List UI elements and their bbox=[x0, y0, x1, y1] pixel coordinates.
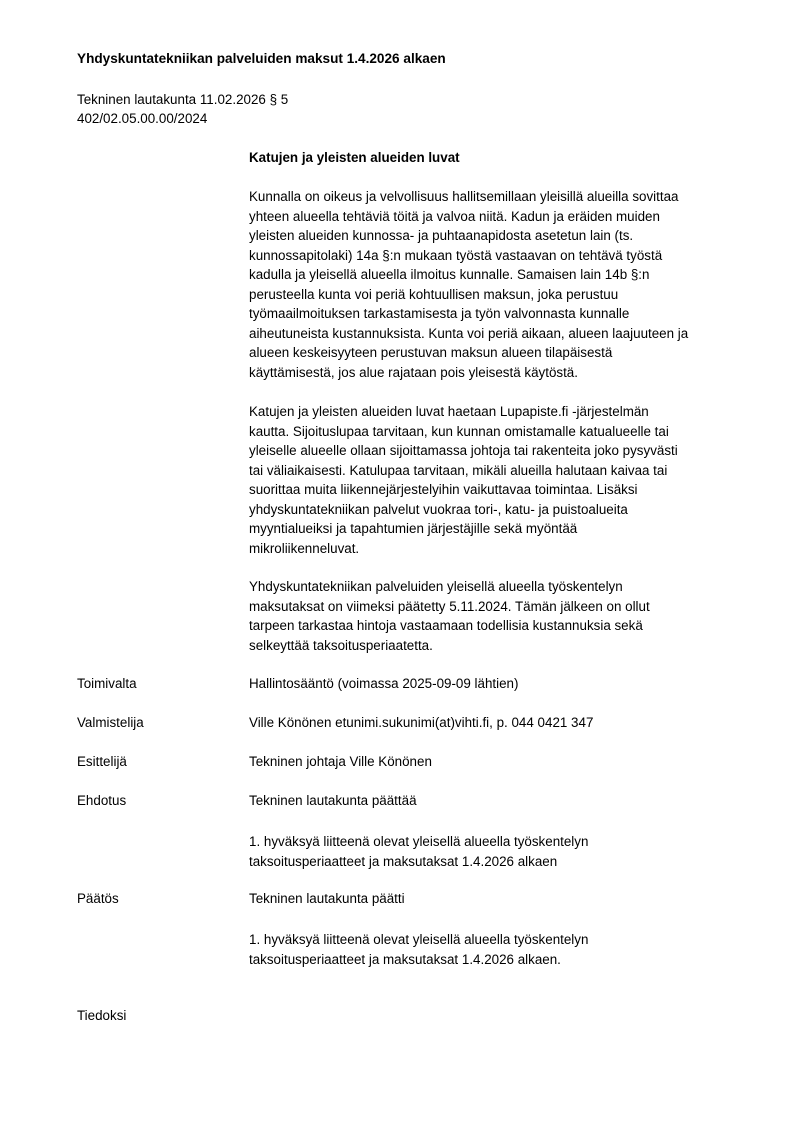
ehdotus-label: Ehdotus bbox=[77, 793, 127, 808]
paragraph-3 bbox=[249, 577, 749, 655]
paragraph-2 bbox=[249, 402, 749, 558]
valmistelija-label: Valmistelija bbox=[77, 715, 144, 730]
text-line: 1. hyväksyä liitteenä olevat yleisellä alueella työskentelyn bbox=[249, 834, 589, 849]
tiedoksi-label: Tiedoksi bbox=[77, 1008, 127, 1023]
valmistelija-value: Ville Könönen etunimi.sukunimi(at)vihti.fi, p. 044 0421 347 bbox=[249, 715, 594, 730]
record-number: 402/02.05.00.00/2024 bbox=[77, 111, 208, 126]
toimivalta-label: Toimivalta bbox=[77, 676, 137, 691]
toimivalta-value: Hallintosääntö (voimassa 2025-09-09 lähtien) bbox=[249, 676, 519, 691]
text-line: tarpeen tarkastaa hintoja vastaamaan todellisia kustannuksia sekä bbox=[249, 618, 643, 633]
text-line: taksoitusperiaatteet ja maksutaksat 1.4.2026 alkaen. bbox=[249, 951, 561, 967]
meeting-reference: Tekninen lautakunta 11.02.2026 § 5 bbox=[77, 92, 289, 107]
text-line: alueen keskeisyyteen perustuvan maksun alueen tilapäisestä bbox=[249, 345, 613, 360]
meeting-info bbox=[77, 90, 288, 128]
paragraph-1 bbox=[249, 187, 749, 382]
text-line: tai väliaikaisesti. Katulupaa tarvitaan, mikäli alueilla halutaan kaivaa tai bbox=[249, 462, 668, 478]
text-line: aiheutuneista kustannuksista. Kunta voi periä aikaan, alueen laajuuteen ja bbox=[249, 325, 689, 341]
paatos-item bbox=[249, 930, 749, 969]
text-line: yleiselle alueelle ollaan sijoittamassa johtoja tai rakenteita joko pysyvästi bbox=[249, 443, 678, 458]
text-line: Yhdyskuntatekniikan palveluiden yleisellä alueella työskentelyn bbox=[249, 579, 623, 594]
text-line: käyttämisestä, jos alue rajataan pois yleisestä käytöstä. bbox=[249, 364, 578, 380]
esittelija-value: Tekninen johtaja Ville Könönen bbox=[249, 754, 432, 769]
text-line: yhteen alueella tehtäviä töitä ja valvoa niitä. Kadun ja eräiden muiden bbox=[249, 208, 660, 224]
text-line: selkeyttää taksoitusperiaatetta. bbox=[249, 637, 433, 653]
ehdotus-value: Tekninen lautakunta päättää bbox=[249, 793, 417, 808]
text-line: Katujen ja yleisten alueiden luvat haetaan Lupapiste.fi -järjestelmän bbox=[249, 404, 649, 419]
text-line: kunnossapitolaki) 14a §:n mukaan työstä vastaavan on tehtävä työstä bbox=[249, 247, 663, 263]
text-line: myyntialueiksi ja tapahtumien järjestäjille sekä myöntää bbox=[249, 521, 578, 536]
text-line: yleisten alueiden kunnossa- ja puhtaanapidosta asetetun lain (ts. bbox=[249, 228, 634, 243]
text-line: perusteella kunta voi periä kohtuullisen maksun, joka perustuu bbox=[249, 286, 619, 302]
text-line: mikroliikenneluvat. bbox=[249, 540, 360, 556]
text-line: kadulla ja yleisellä alueella ilmoitus kunnalle. Samaisen lain 14b §:n bbox=[249, 267, 650, 282]
section-heading: Katujen ja yleisten alueiden luvat bbox=[249, 150, 460, 165]
text-line: työmaailmoituksen tarkastamisesta ja työn valvonnasta kunnalle bbox=[249, 306, 630, 321]
text-line: suorittaa muita liikennejärjestelyihin vaikuttavaa toimintaa. Lisäksi bbox=[249, 482, 638, 497]
text-line: 1. hyväksyä liitteenä olevat yleisellä alueella työskentelyn bbox=[249, 932, 589, 947]
text-line: yhdyskuntatekniikan palvelut vuokraa tori-, katu- ja puistoalueita bbox=[249, 501, 628, 517]
ehdotus-item bbox=[249, 832, 749, 871]
paatos-value: Tekninen lautakunta päätti bbox=[249, 891, 405, 906]
text-line: kautta. Sijoituslupaa tarvitaan, kun kunnan omistamalle katualueelle tai bbox=[249, 423, 669, 439]
paatos-label: Päätös bbox=[77, 891, 119, 906]
text-line: taksoitusperiaatteet ja maksutaksat 1.4.2026 alkaen bbox=[249, 853, 558, 869]
text-line: maksutaksat on viimeksi päätetty 5.11.2024. Tämän jälkeen on ollut bbox=[249, 598, 650, 614]
text-line: Kunnalla on oikeus ja velvollisuus hallitsemillaan yleisillä alueilla sovittaa bbox=[249, 189, 679, 204]
document-title: Yhdyskuntatekniikan palveluiden maksut 1.4.2026 alkaen bbox=[77, 51, 446, 66]
esittelija-label: Esittelijä bbox=[77, 754, 127, 769]
